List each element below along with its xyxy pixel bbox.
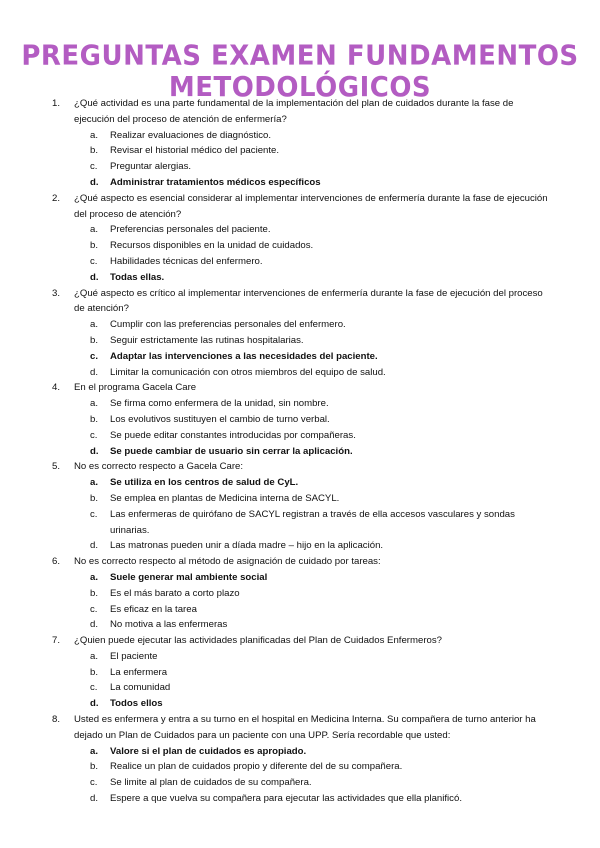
option-letter: c. (90, 161, 98, 173)
option-text: Suele generar mal ambiente social (110, 571, 268, 583)
option-text: Espere a que vuelva su compañera para ejecutar las actividades que ella planificó. (110, 793, 462, 805)
question-number: 4. (52, 382, 61, 394)
answer-option (90, 507, 552, 539)
option-text: La comunidad (110, 682, 171, 694)
option-text: Se utiliza en los centros de salud de CyL. (110, 477, 299, 489)
option-letter: b. (90, 145, 99, 157)
answer-option (90, 222, 552, 238)
answer-option (90, 775, 552, 791)
answer-option (90, 333, 552, 349)
answer-option-correct (90, 175, 552, 191)
option-text: Preferencias personales del paciente. (110, 224, 271, 236)
option-letter: b. (90, 587, 99, 599)
option-letter: c. (90, 603, 98, 615)
option-letter: a. (90, 745, 99, 757)
question-item (52, 459, 552, 554)
question-item (52, 191, 552, 286)
option-letter: a. (90, 224, 99, 236)
question-number: 1. (52, 98, 61, 109)
option-text: Adaptar las intervenciones a las necesidades del paciente. (110, 350, 378, 362)
option-text: Se limite al plan de cuidados de su compañera. (110, 777, 312, 789)
question-number: 6. (52, 556, 61, 568)
option-text: Las enfermeras de quirófano de SACYL registran a través de ella accesos vasculares y sondas urinarias. (110, 508, 515, 536)
answer-option (90, 396, 552, 412)
option-letter: a. (90, 477, 99, 489)
answer-option (90, 159, 552, 175)
option-letter: a. (90, 319, 99, 331)
option-text: La enfermera (110, 666, 168, 678)
question-text: ¿Qué aspecto es esencial considerar al implementar intervenciones de enfermería durante la fase de ejecución del proceso de atención? (74, 192, 548, 220)
answer-option-correct (90, 444, 552, 460)
option-text: Preguntar alergias. (110, 161, 192, 173)
answer-option (90, 759, 552, 775)
question-number: 7. (52, 635, 61, 647)
answer-option (90, 317, 552, 333)
question-number: 2. (52, 192, 61, 204)
question-text: Usted es enfermera y entra a su turno en el hospital en Medicina Interna. Su compañera de turno anterior ha dejado un Plan de Cuidados para un paciente con una UPP. Sería recordable que usted: (74, 714, 536, 741)
question-list (52, 96, 552, 807)
answer-option (90, 365, 552, 381)
answer-option-correct (90, 570, 552, 586)
option-letter: c. (90, 508, 98, 520)
question-item (52, 554, 552, 633)
option-letter: a. (90, 571, 99, 583)
option-text: Valore si el plan de cuidados es apropiado. (110, 745, 307, 757)
answer-option (90, 254, 552, 270)
question-number: 3. (52, 287, 61, 299)
option-letter: c. (90, 429, 98, 441)
option-letter: a. (90, 398, 99, 410)
question-item (52, 380, 552, 459)
question-item (52, 96, 552, 191)
page-title: PREGUNTAS EXAMEN FUNDAMENTOS METODOLÓGICOS (21, 40, 579, 104)
option-letter: c. (90, 255, 98, 267)
option-letter: d. (90, 176, 99, 188)
option-letter: b. (90, 666, 99, 678)
option-letter: a. (90, 129, 99, 141)
option-letter: d. (90, 366, 99, 378)
option-text: Cumplir con las preferencias personales del enfermero. (110, 319, 346, 331)
question-line (52, 554, 552, 570)
question-line (52, 191, 552, 223)
answer-option (90, 238, 552, 254)
option-text: Administrar tratamientos médicos específicos (110, 176, 321, 188)
answer-option (90, 586, 552, 602)
question-number: 8. (52, 714, 61, 726)
question-item (52, 712, 552, 807)
option-text: Se firma como enfermera de la unidad, sin nombre. (110, 398, 329, 410)
option-text: El paciente (110, 650, 158, 662)
option-text: No motiva a las enfermeras (110, 619, 228, 631)
answer-option (90, 143, 552, 159)
answer-option-correct (90, 744, 552, 760)
question-text: ¿Quien puede ejecutar las actividades planificadas del Plan de Cuidados Enfermeros? (74, 635, 442, 647)
answer-option (90, 791, 552, 807)
question-text: No es correcto respecto al método de asignación de cuidado por tareas: (74, 556, 381, 568)
option-text: Revisar el historial médico del paciente. (110, 145, 280, 157)
option-letter: d. (90, 271, 99, 283)
question-line (52, 96, 552, 128)
answer-option (90, 491, 552, 507)
option-text: Recursos disponibles en la unidad de cuidados. (110, 240, 314, 252)
option-letter: d. (90, 793, 99, 805)
question-line (52, 380, 552, 396)
answer-option (90, 428, 552, 444)
option-text: Habilidades técnicas del enfermero. (110, 255, 263, 267)
answer-option (90, 649, 552, 665)
option-text: Todas ellas. (110, 271, 165, 283)
answer-option (90, 602, 552, 618)
question-line (52, 633, 552, 649)
option-letter: c. (90, 777, 98, 789)
option-text: Es el más barato a corto plazo (110, 587, 240, 599)
question-line (52, 286, 552, 318)
option-letter: d. (90, 619, 99, 631)
question-text: En el programa Gacela Care (74, 382, 197, 394)
option-letter: b. (90, 240, 99, 252)
option-text: Las matronas pueden unir a díada madre – hijo en la aplicación. (110, 540, 384, 552)
question-text: No es correcto respecto a Gacela Care: (74, 461, 244, 473)
answer-option-correct (90, 270, 552, 286)
option-letter: b. (90, 492, 99, 504)
option-text: Seguir estrictamente las rutinas hospitalarias. (110, 334, 304, 346)
answer-option-correct (90, 696, 552, 712)
answer-option-correct (90, 475, 552, 491)
answer-option-correct (90, 349, 552, 365)
option-text: Realice un plan de cuidados propio y diferente del de su compañera. (110, 761, 403, 773)
answer-option (90, 665, 552, 681)
option-text: Se emplea en plantas de Medicina interna de SACYL. (110, 492, 340, 504)
question-line (52, 459, 552, 475)
option-letter: d. (90, 698, 99, 710)
option-letter: c. (90, 682, 98, 694)
question-item (52, 286, 552, 381)
answer-option (90, 617, 552, 633)
option-text: Se puede editar constantes introducidas por compañeras. (110, 429, 356, 441)
option-letter: c. (90, 350, 99, 362)
option-text: Los evolutivos sustituyen el cambio de turno verbal. (110, 413, 330, 425)
option-text: Limitar la comunicación con otros miembros del equipo de salud. (110, 366, 386, 378)
question-text: ¿Qué actividad es una parte fundamental de la implementación del plan de cuidados durante la fase de ejecución del proceso de atención de enfermería? (74, 98, 514, 125)
option-letter: b. (90, 761, 99, 773)
question-line (52, 712, 552, 744)
answer-option (90, 412, 552, 428)
option-letter: a. (90, 650, 99, 662)
option-letter: d. (90, 540, 99, 552)
question-number: 5. (52, 461, 61, 473)
answer-option (90, 680, 552, 696)
answer-option (90, 538, 552, 554)
option-letter: d. (90, 445, 99, 457)
option-text: Es eficaz en la tarea (110, 603, 197, 615)
question-item (52, 633, 552, 712)
option-text: Se puede cambiar de usuario sin cerrar la aplicación. (110, 445, 353, 457)
option-text: Realizar evaluaciones de diagnóstico. (110, 129, 272, 141)
option-letter: b. (90, 413, 99, 425)
option-text: Todos ellos (110, 698, 163, 710)
question-text: ¿Qué aspecto es crítico al implementar intervenciones de enfermería durante la fase de ejecución del proceso de atención? (74, 287, 543, 315)
answer-option (90, 128, 552, 144)
option-letter: b. (90, 334, 99, 346)
